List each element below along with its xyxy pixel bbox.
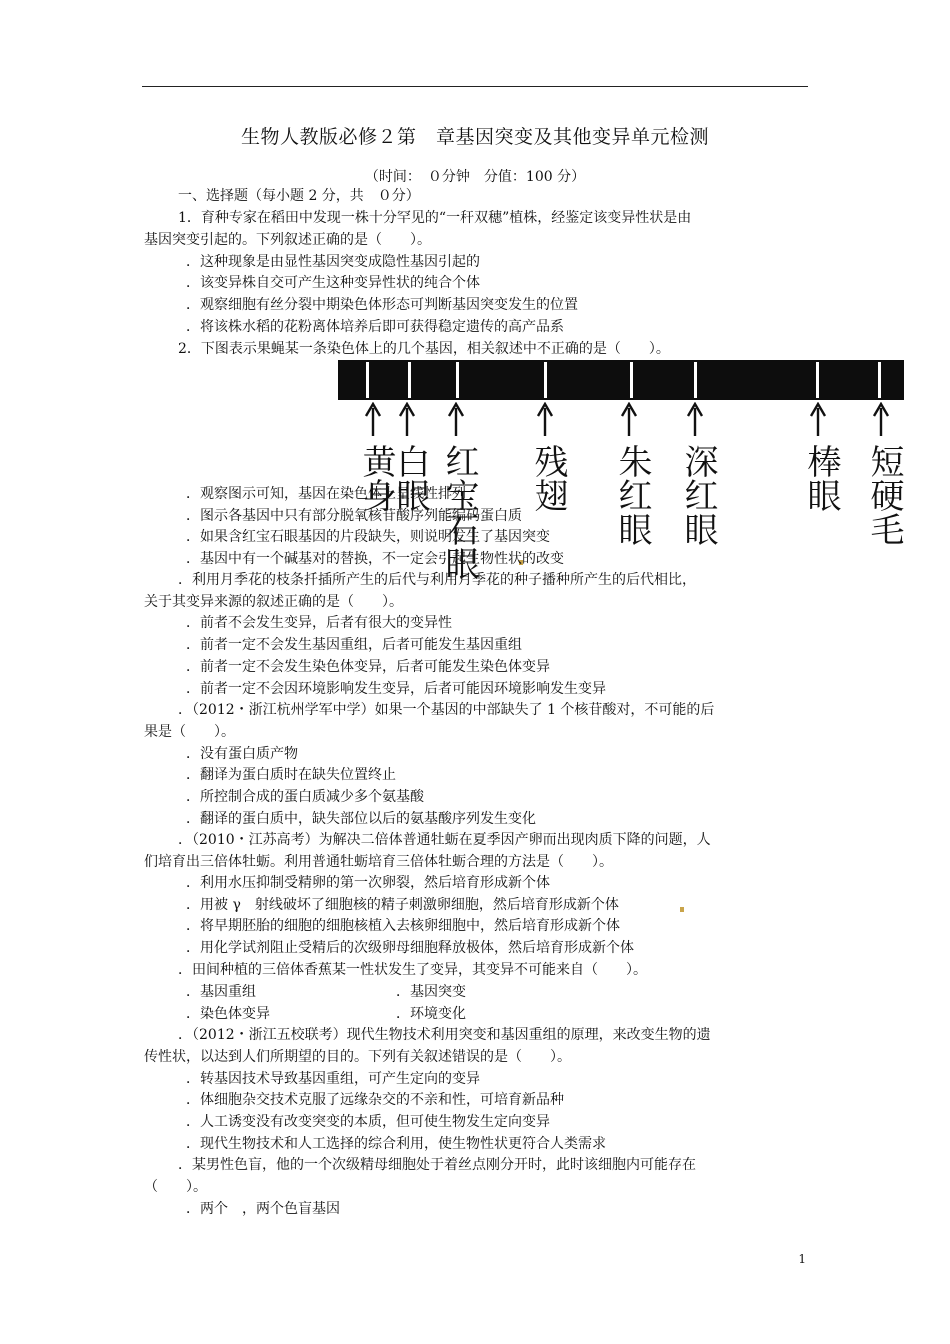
page-title: 生物人教版必修２第 章基因突变及其他变异单元检测: [240, 126, 709, 148]
question-4-option-a: ．没有蛋白质产物: [186, 746, 298, 762]
gene-label-deep-red-eye: 深红眼: [678, 444, 718, 546]
exam-info: （时间： ０分钟 分值：100 分）: [364, 169, 586, 185]
question-4-option-b: ．翻译为蛋白质时在缺失位置终止: [186, 767, 396, 783]
question-2-option-c: ．如果含红宝石眼基因的片段缺失，则说明发生了基因突变: [186, 529, 550, 545]
question-3-option-a: ．前者不会发生变异，后者有很大的变异性: [186, 615, 452, 631]
question-1-option-d: ．将该株水稻的花粉离体培养后即可获得稳定遗传的高产品系: [186, 319, 564, 335]
page-number: 1: [798, 1252, 806, 1266]
question-6-stem: ．田间种植的三倍体香蕉某一性状发生了变异，其变异不可能来自（ ）。: [178, 962, 647, 978]
gene-label-short-bristle: 短硬毛: [864, 444, 904, 546]
gene-arrow-5: [619, 402, 639, 436]
question-3-stem: ．利用月季花的枝条扦插所产生的后代与利用月季花的种子播种所产生的后代相比，: [178, 572, 696, 588]
question-1-stem-cont: 基因突变引起的。下列叙述正确的是（ ）。: [144, 232, 431, 248]
section-heading: 一、选择题（每小题 2 分，共 ０分）: [178, 188, 420, 204]
question-5-option-c: ．将早期胚胎的细胞的细胞核植入去核卵细胞中，然后培育形成新个体: [186, 918, 620, 934]
question-8-stem-cont: （ ）。: [144, 1179, 207, 1195]
question-7-stem-cont: 传性状，以达到人们所期望的目的。下列有关叙述错误的是（ ）。: [144, 1049, 571, 1065]
question-8-stem: ．某男性色盲，他的一个次级精母细胞处于着丝点刚分开时，此时该细胞内可能存在: [178, 1157, 696, 1173]
question-5-option-a: ．利用水压抑制受精卵的第一次卵裂，然后培育形成新个体: [186, 875, 550, 891]
question-3-stem-cont: 关于其变异来源的叙述正确的是（ ）。: [144, 594, 403, 610]
question-4-option-d: ．翻译的蛋白质中，缺失部位以后的氨基酸序列发生变化: [186, 811, 536, 827]
question-3-option-b: ．前者一定不会发生基因重组，后者可能发生基因重组: [186, 637, 522, 653]
question-3-option-c: ．前者一定不会发生染色体变异，后者可能发生染色体变异: [186, 659, 550, 675]
question-8-option-a: ．两个 ，两个色盲基因: [186, 1201, 340, 1217]
question-1-option-b: ．该变异株自交可产生这种变异性状的纯合个体: [186, 275, 480, 291]
question-1-option-c: ．观察细胞有丝分裂中期染色体形态可判断基因突变发生的位置: [186, 297, 578, 313]
question-6-option-a: ．基因重组: [186, 984, 256, 1000]
question-7-option-b: ．体细胞杂交技术克服了远缘杂交的不亲和性，可培育新品种: [186, 1092, 564, 1108]
gene-arrow-2: [397, 402, 417, 436]
question-5-stem-cont: 们培育出三倍体牡蛎。利用普通牡蛎培育三倍体牡蛎合理的方法是（ ）。: [144, 854, 613, 870]
gene-label-yellow-body: 黄身: [356, 444, 396, 512]
header-rule: [142, 86, 808, 87]
question-2-option-b: ．图示各基因中只有部分脱氧核苷酸序列能编码蛋白质: [186, 508, 522, 524]
gene-arrow-3: [446, 402, 466, 436]
gene-arrow-8: [871, 402, 891, 436]
question-7-option-c: ．人工诱变没有改变突变的本质，但可使生物发生定向变异: [186, 1114, 550, 1130]
gene-label-white-eye: 白眼: [390, 444, 430, 512]
question-5-stem: ．（2010・江苏高考）为解决二倍体普通牡蛎在夏季因产卵而出现肉质下降的问题，人: [178, 832, 711, 848]
question-2-option-d: ．基因中有一个碱基对的替换，不一定会引起生物性状的改变: [186, 551, 564, 567]
question-6-option-d: ．环境变化: [396, 1006, 466, 1022]
gene-label-bar-eye: 棒眼: [801, 444, 841, 512]
question-1-stem: 1．育种专家在稻田中发现一株十分罕见的“一秆双穗”植株，经鉴定该变异性状是由: [178, 210, 692, 226]
question-5-option-b: ．用被 γ 射线破坏了细胞核的精子刺激卵细胞，然后培育形成新个体: [186, 897, 619, 913]
gene-arrow-4: [535, 402, 555, 436]
chromosome-bar: [338, 360, 904, 400]
gene-arrow-7: [808, 402, 828, 436]
question-2-stem: 2．下图表示果蝇某一条染色体上的几个基因，相关叙述中不正确的是（ ）。: [178, 341, 670, 357]
question-4-option-c: ．所控制合成的蛋白质减少多个氨基酸: [186, 789, 424, 805]
question-4-stem-cont: 果是（ ）。: [144, 724, 235, 740]
speck: [680, 907, 684, 912]
question-6-option-b: ．基因突变: [396, 984, 466, 1000]
question-5-option-d: ．用化学试剂阻止受精后的次级卵母细胞释放极体，然后培育形成新个体: [186, 940, 634, 956]
question-7-option-a: ．转基因技术导致基因重组，可产生定向的变异: [186, 1071, 480, 1087]
question-2-option-a: ．观察图示可知，基因在染色体上呈线性排列: [186, 486, 466, 502]
question-6-option-c: ．染色体变异: [186, 1006, 270, 1022]
question-4-stem: ．（2012・浙江杭州学军中学）如果一个基因的中部缺失了 1 个核苷酸对，不可能的后: [178, 702, 715, 718]
gene-label-ruby-eye: 红宝石眼: [439, 444, 479, 580]
gene-arrow-1: [363, 402, 383, 436]
question-1-option-a: ．这种现象是由显性基因突变成隐性基因引起的: [186, 254, 480, 270]
gene-label-vestigial-wing: 残翅: [528, 444, 568, 512]
gene-arrow-6: [685, 402, 705, 436]
question-7-option-d: ．现代生物技术和人工选择的综合利用，使生物性状更符合人类需求: [186, 1136, 606, 1152]
question-7-stem: ．（2012・浙江五校联考）现代生物技术利用突变和基因重组的原理，来改变生物的遗: [178, 1027, 711, 1043]
question-3-option-d: ．前者一定不会因环境影响发生变异，后者可能因环境影响发生变异: [186, 681, 606, 697]
gene-label-vermilion-eye: 朱红眼: [612, 444, 652, 546]
